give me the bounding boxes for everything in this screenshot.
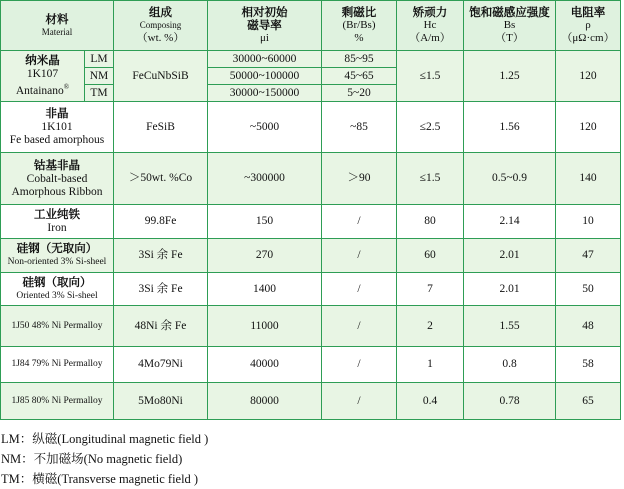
cell-material-name: 硅钢（取向） Oriented 3% Si-sheel [1, 273, 114, 306]
cell-ratio: / [322, 347, 397, 383]
cell-ratio: / [322, 273, 397, 306]
cell-permeability: 30000~150000 [208, 85, 322, 102]
cell-composing: 5Mo80Ni [114, 383, 208, 420]
cell-material-name: 1J85 80% Ni Permalloy [1, 383, 114, 420]
cell-material-name: 1J50 48% Ni Permalloy [1, 306, 114, 347]
cell-permeability: 150 [208, 205, 322, 239]
cell-resistivity: 120 [556, 51, 621, 102]
cell-permeability: 40000 [208, 347, 322, 383]
cell-coercivity: 0.4 [397, 383, 464, 420]
cell-composing: FeCuNbSiB [114, 51, 208, 102]
cell-resistivity: 10 [556, 205, 621, 239]
cell-resistivity: 58 [556, 347, 621, 383]
header-saturation: 饱和磁感应强度 Bs （T） [464, 1, 556, 51]
table-row [1, 205, 621, 239]
cell-ratio: ＞90 [322, 153, 397, 205]
cell-coercivity: 60 [397, 239, 464, 273]
cell-resistivity: 65 [556, 383, 621, 420]
cell-composing: 4Mo79Ni [114, 347, 208, 383]
cell-resistivity: 48 [556, 306, 621, 347]
cell-coercivity: 7 [397, 273, 464, 306]
cell-saturation: 2.01 [464, 273, 556, 306]
cell-resistivity: 120 [556, 102, 621, 153]
cell-permeability: ~300000 [208, 153, 322, 205]
note-line: LM：纵磁(Longitudinal magnetic field ) [1, 431, 209, 446]
table-row [1, 306, 621, 347]
cell-resistivity: 50 [556, 273, 621, 306]
cell-coercivity: 2 [397, 306, 464, 347]
table-row [1, 153, 621, 205]
cell-saturation: 1.25 [464, 51, 556, 102]
cell-resistivity: 47 [556, 239, 621, 273]
table-row [1, 239, 621, 273]
table-row [1, 51, 621, 68]
cell-permeability: ~5000 [208, 102, 322, 153]
cell-saturation: 1.55 [464, 306, 556, 347]
header-row [1, 1, 621, 51]
cell-ratio: 5~20 [322, 85, 397, 102]
legend-notes [1, 429, 208, 489]
cell-coercivity: ≤2.5 [397, 102, 464, 153]
note-line: TM：横磁(Transverse magnetic field ) [1, 471, 199, 486]
cell-ratio: / [322, 239, 397, 273]
cell-saturation: 2.01 [464, 239, 556, 273]
cell-ratio: / [322, 383, 397, 420]
cell-composing: ＞50wt. %Co [114, 153, 208, 205]
cell-composing: FeSiB [114, 102, 208, 153]
cell-sub-label: NM [85, 68, 114, 85]
cell-sub-label: TM [85, 85, 114, 102]
cell-ratio: / [322, 306, 397, 347]
cell-permeability: 11000 [208, 306, 322, 347]
cell-composing: 48Ni 余 Fe [114, 306, 208, 347]
cell-permeability: 30000~60000 [208, 51, 322, 68]
cell-coercivity: 80 [397, 205, 464, 239]
cell-ratio: 45~65 [322, 68, 397, 85]
cell-material-name: 工业纯铁 Iron [1, 205, 114, 239]
cell-coercivity: ≤1.5 [397, 153, 464, 205]
cell-material-name: 硅钢（无取向） Non-oriented 3% Si-sheel [1, 239, 114, 273]
table-row [1, 273, 621, 306]
table-row [1, 383, 621, 420]
cell-ratio: ~85 [322, 102, 397, 153]
cell-composing: 3Si 余 Fe [114, 273, 208, 306]
header-remanence-ratio: 剩磁比 (Br/Bs) % [322, 1, 397, 51]
cell-coercivity: ≤1.5 [397, 51, 464, 102]
header-material: 材料 Material [1, 1, 114, 51]
header-composing: 组成 Composing （wt. %） [114, 1, 208, 51]
cell-saturation: 1.56 [464, 102, 556, 153]
cell-material-name: 钴基非晶 Cobalt-based Amorphous Ribbon [1, 153, 114, 205]
cell-material-name: 1J84 79% Ni Permalloy [1, 347, 114, 383]
cell-saturation: 2.14 [464, 205, 556, 239]
cell-resistivity: 140 [556, 153, 621, 205]
table-row [1, 347, 621, 383]
cell-composing: 3Si 余 Fe [114, 239, 208, 273]
cell-permeability: 270 [208, 239, 322, 273]
table-row [1, 102, 621, 153]
cell-saturation: 0.5~0.9 [464, 153, 556, 205]
cell-ratio: 85~95 [322, 51, 397, 68]
cell-nano-name: 纳米晶 1K107 Antainano® [1, 51, 85, 102]
header-coercivity: 矫顽力 Hc （A/m） [397, 1, 464, 51]
cell-material-name: 非晶 1K101 Fe based amorphous [1, 102, 114, 153]
cell-permeability: 1400 [208, 273, 322, 306]
cell-permeability: 50000~100000 [208, 68, 322, 85]
cell-sub-label: LM [85, 51, 114, 68]
cell-saturation: 0.8 [464, 347, 556, 383]
cell-composing: 99.8Fe [114, 205, 208, 239]
cell-permeability: 80000 [208, 383, 322, 420]
cell-ratio: / [322, 205, 397, 239]
cell-coercivity: 1 [397, 347, 464, 383]
header-resistivity: 电阻率 ρ （μΩ·cm） [556, 1, 621, 51]
header-permeability: 相对初始 磁导率 μi [208, 1, 322, 51]
cell-saturation: 0.78 [464, 383, 556, 420]
note-line: NM：不加磁场(No magnetic field) [1, 451, 183, 466]
